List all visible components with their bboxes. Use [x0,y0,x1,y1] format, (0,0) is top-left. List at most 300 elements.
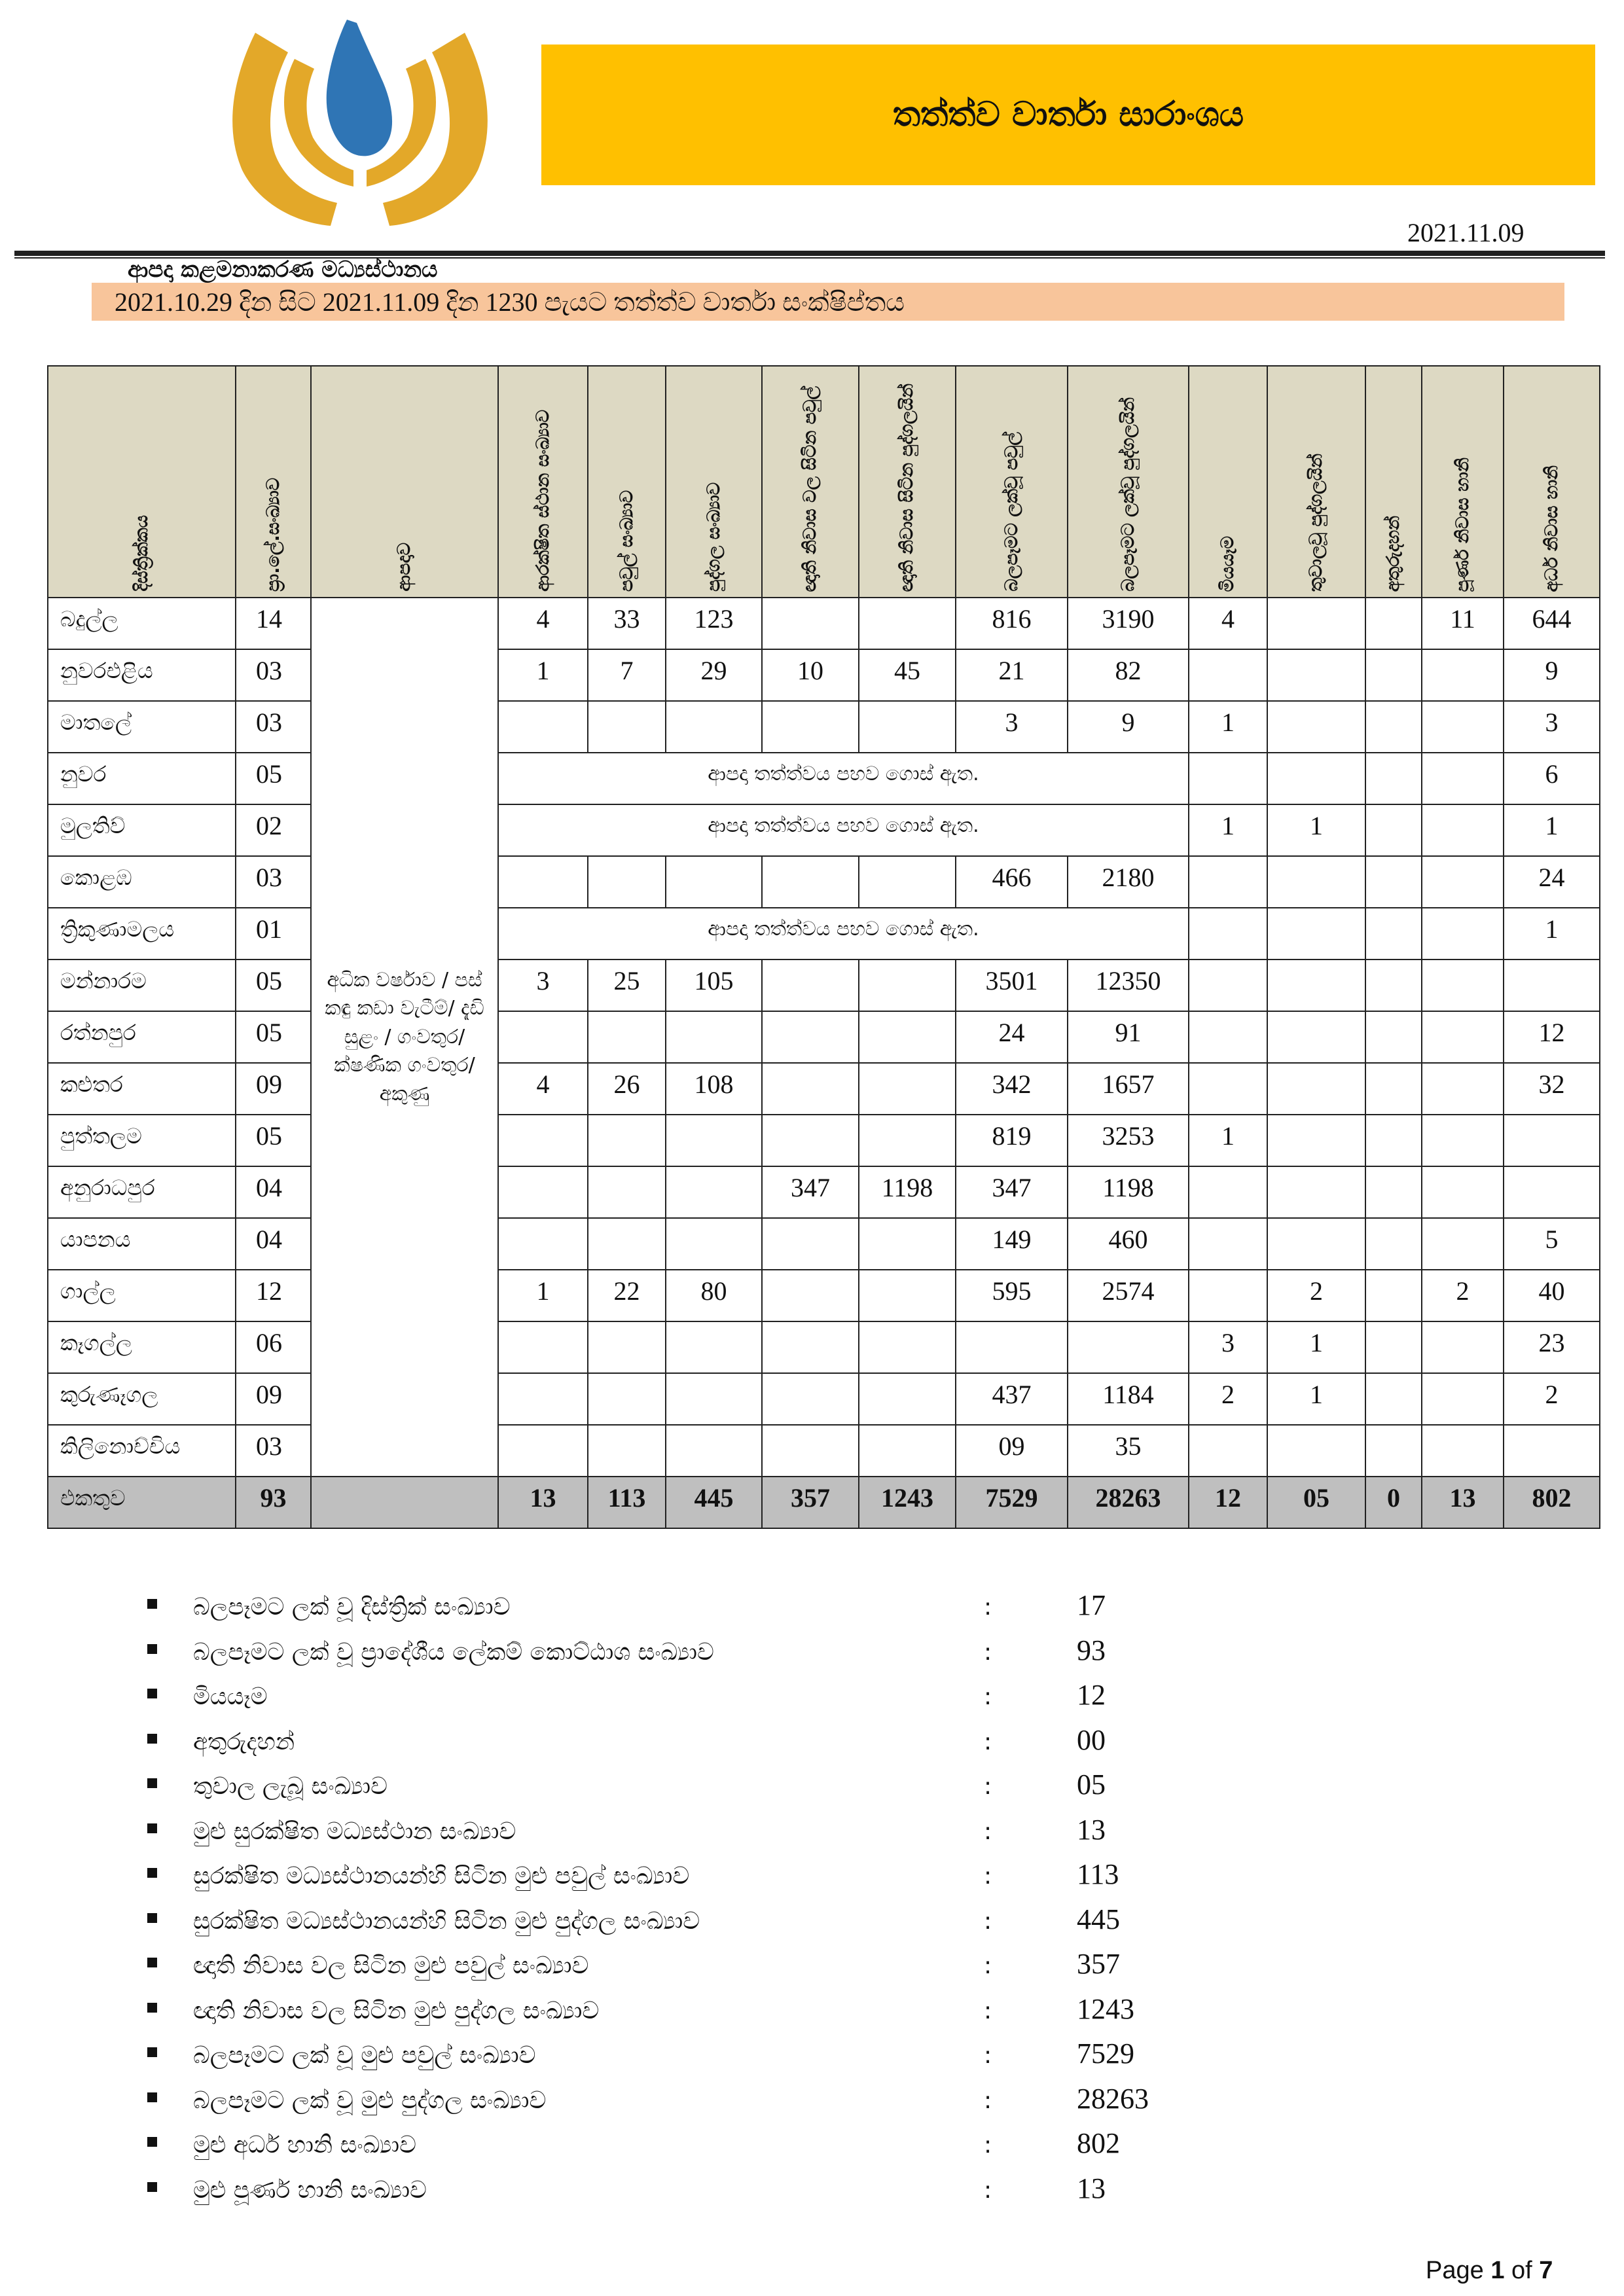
district-name: ත්‍රිකුණාමලය [48,908,236,960]
ds-count: 04 [236,1218,311,1270]
table-cell-rppl [859,1373,956,1425]
table-row [48,1166,1600,1218]
table-cell-fam [588,1218,666,1270]
table-row [48,1063,1600,1115]
table-cell-rppl [859,1270,956,1321]
table-cell-inj [1267,908,1365,960]
column-header-label: අතුරුදහන් [1383,515,1404,592]
district-name: මාතලේ [48,701,236,753]
table-cell-rfam [762,960,859,1011]
table-cell-dead [1189,856,1267,908]
district-name: කොළඹ [48,856,236,908]
table-cell-miss [1365,1218,1422,1270]
district-name: කළුතර [48,1063,236,1115]
table-cell-rfam [762,598,859,649]
bullet-icon [147,1778,157,1788]
stat-label: තුවාල ලැබූ සංඛ්‍යාව [193,1773,388,1800]
table-cell-afam: 24 [956,1011,1068,1063]
table-cell-inj [1267,1166,1365,1218]
table-cell-miss [1365,701,1422,753]
district-name: නුවරඑළිය [48,649,236,701]
total-cell-rfam: 357 [762,1477,859,1528]
ds-count: 09 [236,1063,311,1115]
table-row [48,1115,1600,1166]
table-cell-dead: 3 [1189,1321,1267,1373]
table-cell-ppl [666,1218,762,1270]
column-header-label: බලපෑමට ලක්වූ පවුල් [1001,432,1022,592]
table-cell-safe [498,1373,588,1425]
district-name: මුලතිව් [48,804,236,856]
table-cell-safe [498,1011,588,1063]
table-cell-appl: 1198 [1068,1166,1189,1218]
table-cell-appl: 12350 [1068,960,1189,1011]
table-cell-ppl [666,1115,762,1166]
total-cell-fam: 113 [588,1477,666,1528]
table-cell-inj [1267,753,1365,804]
table-cell-rppl [859,1063,956,1115]
table-cell-miss [1365,1011,1422,1063]
district-name: බදුල්ල [48,598,236,649]
table-cell-miss [1365,1115,1422,1166]
total-ds: 93 [236,1477,311,1528]
table-cell-full [1422,1115,1504,1166]
table-cell-safe [498,1218,588,1270]
table-cell-ppl [666,1321,762,1373]
table-cell-full [1422,1218,1504,1270]
table-cell-fam: 7 [588,649,666,701]
header-divider [14,251,1605,256]
stat-separator: : [984,1728,992,1755]
district-name: ගාල්ල [48,1270,236,1321]
table-cell-fam [588,1115,666,1166]
table-row [48,960,1600,1011]
stat-value: 1243 [1077,1992,1134,2025]
table-row [48,1218,1600,1270]
summary-line: 2021.10.29 දින සිට 2021.11.09 දින 1230 පැයට තත්ත්ව වාර්තා සංක්ෂිප්තය [92,283,1564,321]
table-cell-afam: 819 [956,1115,1068,1166]
stat-value: 445 [1077,1903,1120,1935]
table-cell-fam: 22 [588,1270,666,1321]
table-cell-part: 32 [1504,1063,1600,1115]
table-cell-ppl [666,856,762,908]
table-cell-afam: 3501 [956,960,1068,1011]
table-cell-miss [1365,1373,1422,1425]
table-cell-fam [588,1321,666,1373]
table-cell-ppl: 105 [666,960,762,1011]
total-label: එකතුව [48,1477,236,1528]
table-cell-ppl [666,1011,762,1063]
table-cell-dead: 4 [1189,598,1267,649]
table-cell-part: 5 [1504,1218,1600,1270]
ds-count: 05 [236,960,311,1011]
table-cell-ppl [666,1425,762,1477]
total-cell-appl: 28263 [1068,1477,1189,1528]
right-hand-icon [383,33,488,226]
table-cell-rppl [859,856,956,908]
table-cell-miss [1365,1063,1422,1115]
table-cell-inj [1267,1063,1365,1115]
stat-separator: : [984,1818,992,1845]
column-header [1504,366,1600,598]
column-header [498,366,588,598]
report-title: තත්ත්ව වාර්තා සාරාංශය [541,45,1595,185]
district-name: කෑගල්ල [48,1321,236,1373]
table-cell-inj: 1 [1267,1321,1365,1373]
table-cell-rppl: 1198 [859,1166,956,1218]
column-header-label: බලපෑමට ලක්වූ පුද්ගලයින් [1117,397,1138,592]
ds-count: 06 [236,1321,311,1373]
table-cell-full [1422,1063,1504,1115]
table-cell-appl: 1657 [1068,1063,1189,1115]
table-cell-safe [498,1321,588,1373]
ds-count: 05 [236,1011,311,1063]
stat-label: බලපෑමට ලක් වූ මුළු පවුල් සංඛ්‍යාව [193,2042,536,2069]
dmc-logo [196,13,524,229]
stat-separator: : [984,1863,992,1890]
table-cell-full [1422,1321,1504,1373]
bullet-icon [147,2003,157,2013]
stat-value: 7529 [1077,2037,1134,2070]
table-cell-rppl [859,1425,956,1477]
table-header-row [48,366,1600,598]
table-cell-full: 11 [1422,598,1504,649]
table-cell-miss [1365,960,1422,1011]
table-cell-appl: 460 [1068,1218,1189,1270]
stat-separator: : [984,1594,992,1621]
table-cell-afam: 437 [956,1373,1068,1425]
column-header [956,366,1068,598]
table-cell-rfam: 10 [762,649,859,701]
table-cell-part: 24 [1504,856,1600,908]
stat-separator: : [984,1638,992,1666]
table-cell-rppl [859,1218,956,1270]
total-cell-full: 13 [1422,1477,1504,1528]
total-cell-safe: 13 [498,1477,588,1528]
table-cell-full [1422,804,1504,856]
table-cell-dead [1189,1425,1267,1477]
column-header-label: පවුල් සංඛ්‍යාව [616,490,637,592]
bullet-icon [147,2092,157,2102]
ds-count: 03 [236,856,311,908]
stat-label: සුරක්ෂිත මධ්‍යස්ථානයන්හි සිටින මුළු පුද්ගල සංඛ්‍යාව [193,1907,700,1935]
table-cell-rppl [859,1115,956,1166]
table-cell-rppl [859,960,956,1011]
table-cell-miss [1365,753,1422,804]
table-cell-safe: 1 [498,649,588,701]
resolved-note: ආපදා තත්ත්වය පහව ගොස් ඇත. [498,908,1189,960]
district-name: නුවර [48,753,236,804]
table-cell-safe: 4 [498,1063,588,1115]
page-number: Page 1 of 7 [1426,2257,1553,2284]
table-cell-rfam [762,1373,859,1425]
table-cell-dead: 1 [1189,804,1267,856]
table-row [48,1270,1600,1321]
table-cell-full: 2 [1422,1270,1504,1321]
district-name: අනුරාධපුර [48,1166,236,1218]
ds-count: 03 [236,649,311,701]
table-cell-full [1422,960,1504,1011]
ds-count: 12 [236,1270,311,1321]
table-cell-part: 12 [1504,1011,1600,1063]
hazard-type: අධික වර්ෂාව / පස් කඳු කඩා වැටීම්/ දැඩි සුළං / ගංවතුර/ ක්ෂණික ගංවතුර/ අකුණු [311,598,498,1477]
table-cell-appl: 91 [1068,1011,1189,1063]
table-cell-ppl: 123 [666,598,762,649]
table-body [48,598,1600,1528]
total-hazard-empty [311,1477,498,1528]
total-cell-dead: 12 [1189,1477,1267,1528]
bullet-icon [147,2182,157,2192]
column-header-label: තුවාලවූ පුද්ගලයින් [1306,453,1327,592]
stat-separator: : [984,1997,992,2024]
ds-count: 09 [236,1373,311,1425]
table-cell-rfam [762,1115,859,1166]
stat-value: 13 [1077,1813,1106,1846]
table-cell-afam: 466 [956,856,1068,908]
total-cell-afam: 7529 [956,1477,1068,1528]
table-cell-appl: 3253 [1068,1115,1189,1166]
table-cell-full [1422,753,1504,804]
table-cell-inj [1267,701,1365,753]
stat-value: 13 [1077,2172,1106,2204]
table-cell-rfam [762,856,859,908]
column-header-label: පූර්ණ නිවාස හානි [1452,457,1473,592]
sri-lanka-island-icon [327,20,392,156]
bullet-icon [147,2137,157,2147]
table-cell-full [1422,649,1504,701]
table-cell-afam [956,1321,1068,1373]
column-header [859,366,956,598]
stat-separator: : [984,2087,992,2114]
table-cell-safe: 4 [498,598,588,649]
bullet-icon [147,1868,157,1878]
table-cell-miss [1365,804,1422,856]
stat-separator: : [984,1773,992,1800]
stat-separator: : [984,1907,992,1935]
table-cell-safe [498,701,588,753]
district-name: කිලිනොච්චිය [48,1425,236,1477]
table-cell-appl: 2574 [1068,1270,1189,1321]
table-cell-fam [588,1166,666,1218]
bullet-icon [147,1734,157,1744]
column-header [1267,366,1365,598]
table-row [48,1373,1600,1425]
table-row [48,1011,1600,1063]
table-cell-dead [1189,649,1267,701]
table-cell-part [1504,1425,1600,1477]
column-header [588,366,666,598]
bullet-icon [147,1599,157,1609]
table-cell-rfam [762,1011,859,1063]
stat-label: සුරක්ෂිත මධ්‍යස්ථානයන්හි සිටින මුළු පවුල් සංඛ්‍යාව [193,1863,690,1890]
total-cell-rppl: 1243 [859,1477,956,1528]
table-cell-rfam [762,1063,859,1115]
table-cell-ppl: 108 [666,1063,762,1115]
table-cell-full [1422,856,1504,908]
ds-count: 01 [236,908,311,960]
table-cell-inj [1267,856,1365,908]
table-cell-safe: 1 [498,1270,588,1321]
table-cell-rfam [762,1425,859,1477]
table-cell-rppl [859,1011,956,1063]
table-cell-miss [1365,908,1422,960]
table-cell-miss [1365,598,1422,649]
table-cell-part: 9 [1504,649,1600,701]
organization-name: ආපදා කළමනාකරණ මධ්‍යස්ථානය [128,257,438,283]
stat-separator: : [984,2176,992,2204]
table-cell-appl: 9 [1068,701,1189,753]
table-cell-dead [1189,1166,1267,1218]
stat-label: මුළු අර්ධ හානි සංඛ්‍යාව [193,2132,416,2159]
table-row [48,598,1600,649]
table-cell-full [1422,908,1504,960]
table-cell-full [1422,1011,1504,1063]
bullet-icon [147,1644,157,1654]
table-cell-afam: 3 [956,701,1068,753]
table-cell-miss [1365,856,1422,908]
stat-label: මුළු පූර්ණ හානි සංඛ්‍යාව [193,2176,427,2204]
column-header-label: ඥාති නිවාස වල සිටින පවුල් [800,386,821,592]
table-cell-ppl [666,1166,762,1218]
table-cell-full [1422,701,1504,753]
table-cell-appl: 82 [1068,649,1189,701]
table-cell-inj [1267,1115,1365,1166]
column-header-label: ආපදාව [394,543,415,592]
total-row [48,1477,1600,1528]
table-cell-rfam [762,1321,859,1373]
column-header [1365,366,1422,598]
stat-value: 12 [1077,1679,1106,1711]
table-cell-afam: 342 [956,1063,1068,1115]
total-cell-ppl: 445 [666,1477,762,1528]
column-header [1189,366,1267,598]
table-cell-fam [588,1011,666,1063]
resolved-note: ආපදා තත්ත්වය පහව ගොස් ඇත. [498,804,1189,856]
table-cell-rppl [859,1321,956,1373]
table-cell-dead: 2 [1189,1373,1267,1425]
table-cell-dead [1189,1063,1267,1115]
table-row [48,1321,1600,1373]
table-cell-afam: 816 [956,598,1068,649]
table-cell-inj: 2 [1267,1270,1365,1321]
situation-table [47,365,1600,1529]
table-cell-part [1504,1166,1600,1218]
table-cell-ppl: 80 [666,1270,762,1321]
column-header-label: ආරක්ෂිත ස්ථාන සංඛ්‍යාව [532,410,553,592]
stat-value: 17 [1077,1589,1106,1621]
total-cell-miss: 0 [1365,1477,1422,1528]
table-cell-fam [588,1373,666,1425]
table-cell-rfam [762,1270,859,1321]
table-cell-afam: 595 [956,1270,1068,1321]
table-cell-fam: 33 [588,598,666,649]
table-cell-part: 1 [1504,804,1600,856]
total-cell-inj: 05 [1267,1477,1365,1528]
stat-label: මියයෑම [193,1683,268,1710]
stat-value: 00 [1077,1723,1106,1756]
table-cell-full [1422,1373,1504,1425]
table-cell-inj: 1 [1267,1373,1365,1425]
table-row [48,908,1600,960]
table-cell-dead [1189,1270,1267,1321]
table-cell-dead: 1 [1189,1115,1267,1166]
table-cell-appl: 3190 [1068,598,1189,649]
column-header [236,366,311,598]
stat-label: අතුරුදහන් [193,1728,295,1755]
table-cell-fam [588,701,666,753]
column-header [762,366,859,598]
table-cell-inj [1267,1218,1365,1270]
stat-value: 357 [1077,1948,1120,1980]
table-cell-rfam: 347 [762,1166,859,1218]
district-name: මන්නාරම [48,960,236,1011]
column-header [48,366,236,598]
table-cell-ppl [666,1373,762,1425]
table-cell-safe [498,1166,588,1218]
table-cell-miss [1365,1270,1422,1321]
table-cell-ppl: 29 [666,649,762,701]
table-cell-miss [1365,1321,1422,1373]
table-cell-safe [498,1115,588,1166]
table-cell-inj [1267,1011,1365,1063]
table-cell-dead [1189,908,1267,960]
table-cell-fam [588,1425,666,1477]
table-cell-rfam [762,701,859,753]
table-cell-full [1422,1425,1504,1477]
ds-count: 03 [236,701,311,753]
table-cell-dead [1189,960,1267,1011]
report-date: 2021.11.09 [1407,218,1525,247]
table-cell-part [1504,960,1600,1011]
ds-count: 03 [236,1425,311,1477]
bullet-icon [147,1689,157,1698]
column-header [666,366,762,598]
table-cell-safe [498,856,588,908]
table-cell-dead: 1 [1189,701,1267,753]
table-cell-part: 40 [1504,1270,1600,1321]
table-cell-rppl [859,701,956,753]
table-row [48,856,1600,908]
table-cell-appl [1068,1321,1189,1373]
stat-separator: : [984,2042,992,2069]
table-row [48,701,1600,753]
stat-value: 93 [1077,1634,1106,1666]
table-cell-ppl [666,701,762,753]
table-row [48,649,1600,701]
table-cell-fam: 25 [588,960,666,1011]
table-cell-dead [1189,753,1267,804]
table-cell-inj [1267,1425,1365,1477]
ds-count: 05 [236,1115,311,1166]
stat-separator: : [984,1952,992,1979]
stat-value: 28263 [1077,2082,1149,2115]
stat-label: බලපෑමට ලක් වූ ප්‍රාදේශීය ලේකම් කොට්ඨාශ සංඛ්‍යාව [193,1638,714,1666]
district-name: රත්නපුර [48,1011,236,1063]
table-cell-rfam [762,1218,859,1270]
table-cell-part [1504,1115,1600,1166]
district-name: යාපනය [48,1218,236,1270]
ds-count: 04 [236,1166,311,1218]
ds-count: 05 [236,753,311,804]
table-cell-part: 644 [1504,598,1600,649]
table-cell-afam: 347 [956,1166,1068,1218]
table-cell-full [1422,1166,1504,1218]
column-header-label: මියයෑම [1218,535,1238,592]
stat-value: 05 [1077,1768,1106,1801]
table-cell-miss [1365,1425,1422,1477]
table-cell-safe [498,1425,588,1477]
column-header [1422,366,1504,598]
table-cell-inj [1267,960,1365,1011]
